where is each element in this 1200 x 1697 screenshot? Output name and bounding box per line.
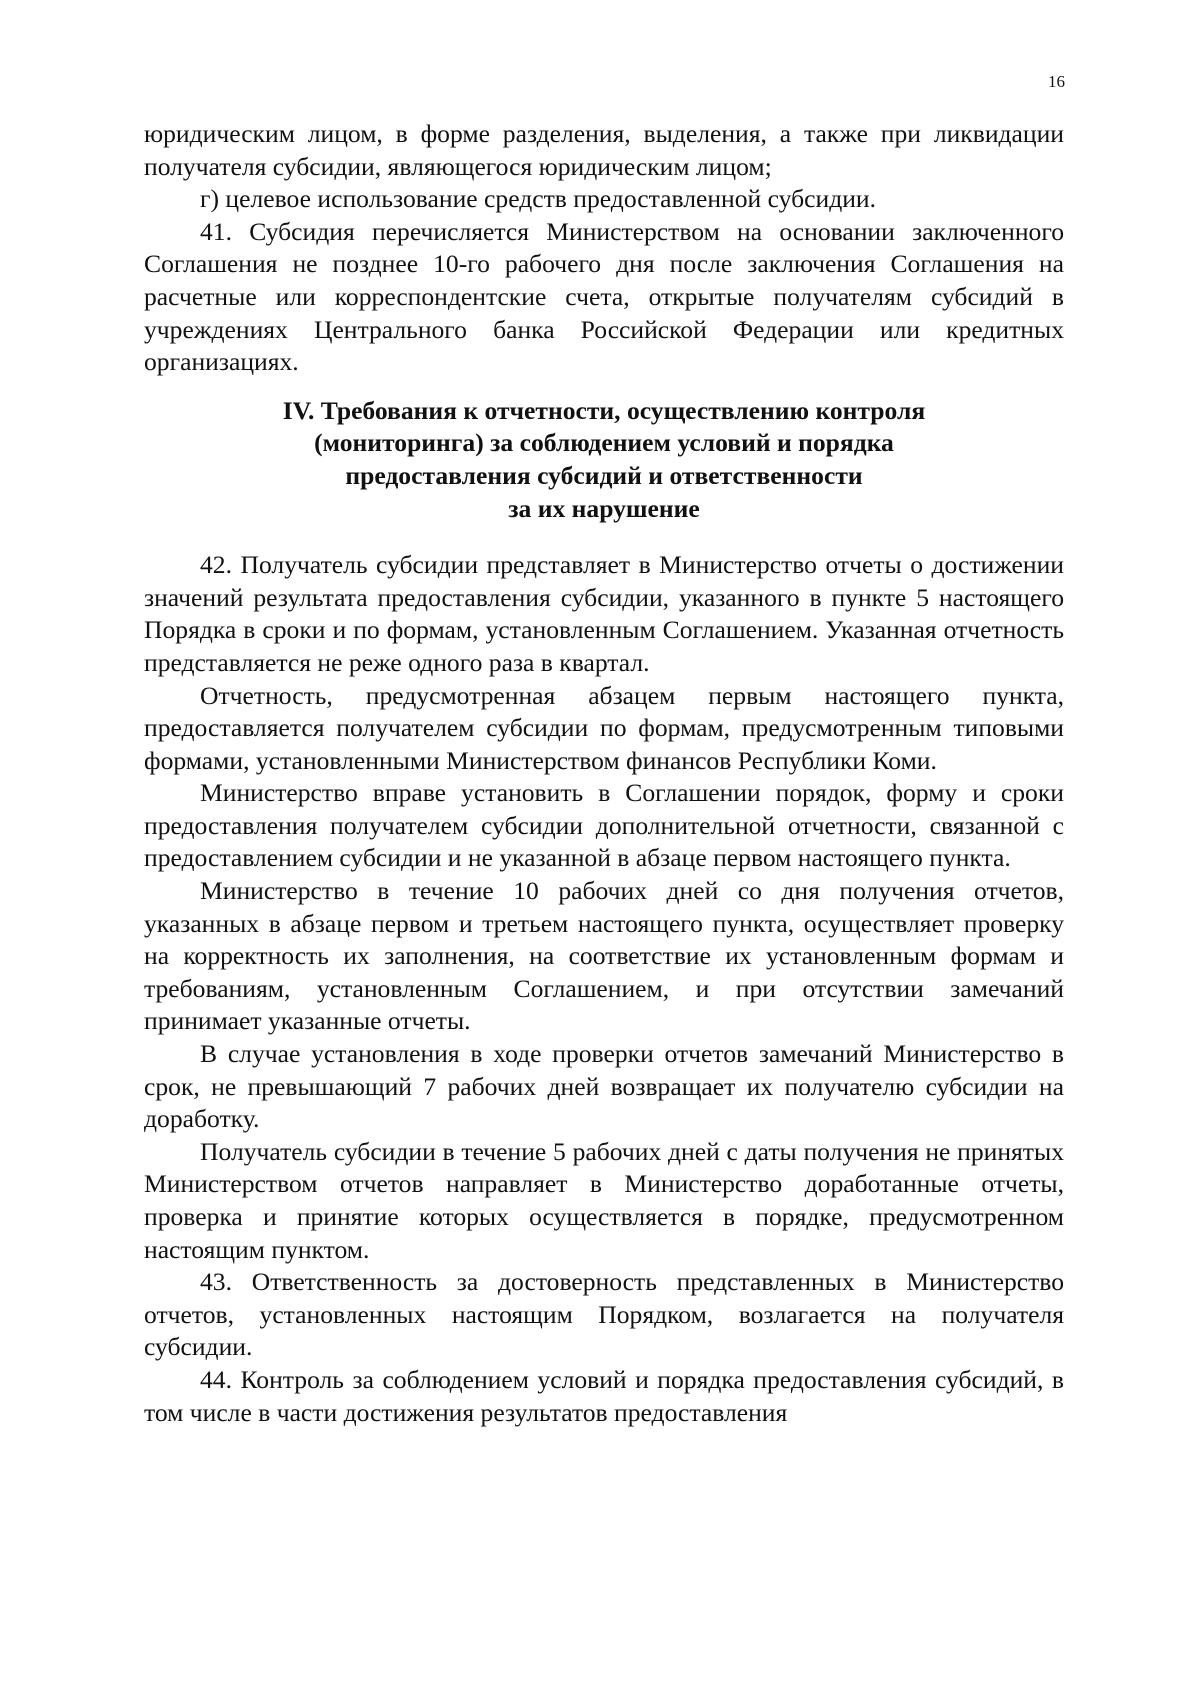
document-body (144, 118, 1064, 1429)
paragraph-reporting-forms: Отчетность, предусмотренная абзацем первым настоящего пункта, предоставляется получателем субсидии по формам, предусмотренным типовыми формами, установленными Министерством финансов Республики Коми. (144, 680, 1064, 775)
paragraph-report-remarks: В случае установления в ходе проверки отчетов замечаний Министерство в срок, не превышающий 7 рабочих дней возвращает их получателю субсидии на доработку. (144, 1039, 1064, 1134)
paragraph-continuation: юридическим лицом, в форме разделения, выделения, а также при ликвидации получателя субсидии, являющегося юридическим лицом; (144, 119, 1064, 181)
page-number: 16 (1048, 72, 1065, 91)
heading-line: (мониторинга) за соблюдением условий и порядка (314, 428, 894, 458)
heading-line: IV. Требования к отчетности, осуществлению контроля (282, 395, 926, 425)
paragraph-44: 44. Контроль за соблюдением условий и порядка предоставления субсидий, в том числе в части достижения результатов предоставления (144, 1364, 1064, 1427)
section-heading (144, 395, 1064, 525)
paragraph-report-check: Министерство в течение 10 рабочих дней со дня получения отчетов, указанных в абзаце первом и третьем настоящего пункта, осуществляет проверку на корректность их заполнения, на соответствие их установленным формам и требованиям, установленным Соглашением, и при отсутствии замечаний принимает указанные отчеты. (144, 876, 1064, 1036)
heading-line: предоставления субсидий и ответственности (345, 460, 863, 490)
paragraph-41: 41. Субсидия перечисляется Министерством на основании заключенного Соглашения не позднее 10-го рабочего дня после заключения Соглашения на расчетные или корреспондентские счета, открытые получателям субсидий в учреждениях Центрального банка Российской Федерации или кредитных организациях. (144, 216, 1064, 377)
paragraph-42: 42. Получатель субсидии представляет в Министерство отчеты о достижении значений результата предоставления субсидии, указанного в пункте 5 настоящего Порядка в сроки и по формам, установленным Соглашением. Указанная отчетность представляется не реже одного раза в квартал. (144, 550, 1064, 677)
paragraph-item-g: г) целевое использование средств предоставленной субсидии. (200, 184, 877, 214)
heading-line: за их нарушение (508, 493, 700, 523)
paragraph-additional-reporting: Министерство вправе установить в Соглашении порядок, форму и сроки предоставления получателем субсидии дополнительной отчетности, связанной с предоставлением субсидии и не указанной в абзаце первом настоящего пункта. (144, 778, 1064, 873)
paragraph-report-rework: Получатель субсидии в течение 5 рабочих дней с даты получения не принятых Министерством отчетов направляет в Министерство доработанные отчеты, проверка и принятие которых осуществляется в порядке, предусмотренном настоящим пунктом. (144, 1136, 1064, 1264)
paragraph-43: 43. Ответственность за достоверность представленных в Министерство отчетов, установленных настоящим Порядком, возлагается на получателя субсидии. (144, 1267, 1064, 1362)
